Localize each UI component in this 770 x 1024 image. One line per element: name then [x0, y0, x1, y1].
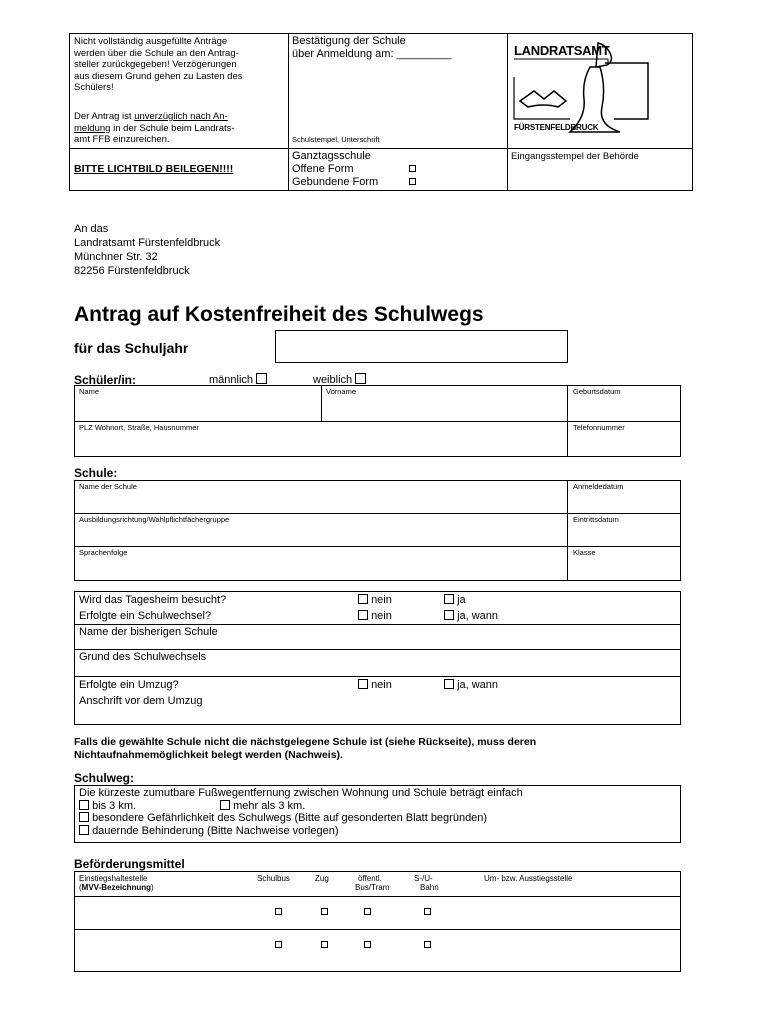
wechsel-ja-checkbox[interactable] — [444, 610, 454, 620]
schule-table — [74, 480, 681, 581]
klasse-field[interactable]: Klasse — [573, 548, 596, 557]
nearest-school-note: Falls die gewählte Schule nicht die nächstgelegene Schule ist (siehe Rückseite), muss deren Nichtaufnahmemöglichkeit belegt werden (Nachweis). — [74, 736, 537, 761]
umzug-ja-checkbox[interactable] — [444, 679, 454, 689]
sprachenfolge-field[interactable]: Sprachenfolge — [79, 548, 128, 557]
tagesheim-nein-checkbox[interactable] — [358, 594, 368, 604]
wechsel-nein: nein — [358, 610, 392, 623]
address-field[interactable]: PLZ Wohnort, Straße, Hausnummer — [79, 423, 199, 432]
tagesheim-nein: nein — [358, 594, 392, 607]
row1-zug-checkbox[interactable] — [321, 908, 328, 915]
befoerderung-heading: Beförderungsmittel — [74, 857, 185, 871]
wechsel-question: Erfolgte ein Schulwechsel? — [79, 610, 212, 622]
row2-schulbus-checkbox[interactable] — [275, 941, 282, 948]
schuljahr-input[interactable] — [275, 330, 568, 363]
row1-schulbus-checkbox[interactable] — [275, 908, 282, 915]
einstieg-header: Einstiegshaltestelle (MVV-Bezeichnung) — [79, 874, 154, 892]
umzug-nein-checkbox[interactable] — [358, 679, 368, 689]
mehr-3km-checkbox[interactable] — [220, 800, 230, 810]
stamp-label: Schulstempel, Unterschrift — [292, 135, 380, 144]
bis-3km-checkbox[interactable] — [79, 800, 89, 810]
gebundene-form-checkbox[interactable] — [409, 178, 416, 185]
landratsamt-logo — [510, 37, 660, 141]
offene-form-label: Offene Form — [292, 163, 354, 175]
vorname-field[interactable]: Vorname — [326, 387, 357, 396]
geburtsdatum-field[interactable]: Geburtsdatum — [573, 387, 621, 396]
ganztag-label: Ganztagsschule — [292, 150, 371, 162]
male-checkbox[interactable] — [256, 373, 267, 384]
schuljahr-label: für das Schuljahr — [74, 340, 189, 356]
umstieg-header: Um- bzw. Ausstiegsstelle — [484, 874, 573, 883]
tagesheim-ja-checkbox[interactable] — [444, 594, 454, 604]
incomplete-notice: Nicht vollständig ausgefüllte Anträge werden über die Schule an den Antrag- steller zurückgegeben! Verzögerungen aus diesem Grund gehen zu Lasten des Schülers! — [74, 36, 243, 93]
schueler-heading: Schüler/in: — [74, 373, 137, 387]
gender-female: weiblich — [313, 373, 366, 387]
gebundene-form-label: Gebundene Form — [292, 176, 379, 188]
umzug-ja: ja, wann — [444, 679, 498, 692]
eingang-label: Eingangsstempel der Behörde — [511, 151, 639, 162]
schulname-field[interactable]: Name der Schule — [79, 482, 137, 491]
submission-notice: Der Antrag ist unverzüglich nach An- meldung in der Schule beim Landrats- amt FFB einzureichen. — [74, 111, 235, 145]
logo-bottom-text: FÜRSTENFELDBRUCK — [514, 123, 599, 132]
schulweg-heading: Schulweg: — [74, 771, 135, 785]
zug-header: Zug — [315, 874, 329, 883]
umzug-question: Erfolgte ein Umzug? — [79, 679, 179, 691]
behinderung-checkbox[interactable] — [79, 825, 89, 835]
gefahr-checkbox[interactable] — [79, 812, 89, 822]
schule-heading: Schule: — [74, 466, 118, 480]
umzug-nein: nein — [358, 679, 392, 692]
photo-notice: BITTE LICHTBILD BEILEGEN!!!! — [74, 163, 234, 175]
school-confirmation: Bestätigung der Schule über Anmeldung am: _________ — [292, 35, 452, 60]
row2-sbahn-checkbox[interactable] — [424, 941, 431, 948]
logo-top-text: LANDRATSAMT — [514, 43, 610, 58]
anmeldedatum-field[interactable]: Anmeldedatum — [573, 482, 624, 491]
ausbildung-field[interactable]: Ausbildungsrichtung/Wahlpflichtfächergruppe — [79, 515, 230, 524]
grund-wechsel-field[interactable]: Grund des Schulwechsels — [79, 651, 207, 663]
name-field[interactable]: Name — [79, 387, 100, 396]
row1-oeffentl-checkbox[interactable] — [364, 908, 371, 915]
wechsel-ja: ja, wann — [444, 610, 498, 623]
gender-male: männlich — [209, 373, 267, 387]
row2-oeffentl-checkbox[interactable] — [364, 941, 371, 948]
schulweg-content: Die kürzeste zumutbare Fußwegentfernung zwischen Wohnung und Schule beträgt einfach bis 3 km. mehr als 3 km. besondere Gefährlichkeit des Schulwegs (Bitte auf gesonderten Blatt begründen) dauernde Behinderung (Bitte Nachweise vorlegen) — [79, 787, 523, 837]
tagesheim-ja: ja — [444, 594, 466, 607]
ganztag-section — [292, 150, 416, 189]
oeffentl-header: öffentl. Bus/Tram — [355, 874, 390, 892]
tagesheim-question: Wird das Tagesheim besucht? — [79, 594, 227, 606]
recipient-address: An das Landratsamt Fürstenfeldbruck Münchner Str. 32 82256 Fürstenfeldbruck — [74, 223, 221, 277]
row1-sbahn-checkbox[interactable] — [424, 908, 431, 915]
row2-zug-checkbox[interactable] — [321, 941, 328, 948]
offene-form-checkbox[interactable] — [409, 165, 416, 172]
schulbus-header: Schulbus — [257, 874, 290, 883]
eintrittsdatum-field[interactable]: Eintrittsdatum — [573, 515, 619, 524]
telefon-field[interactable]: Telefonnummer — [573, 423, 625, 432]
sbahn-header: S-/U- Bahn — [414, 874, 439, 892]
wechsel-nein-checkbox[interactable] — [358, 610, 368, 620]
page-title: Antrag auf Kostenfreiheit des Schulwegs — [74, 303, 484, 326]
female-checkbox[interactable] — [355, 373, 366, 384]
bisherige-schule-field[interactable]: Name der bisherigen Schule — [79, 626, 218, 638]
anschrift-vorher-field[interactable]: Anschrift vor dem Umzug — [79, 695, 203, 707]
